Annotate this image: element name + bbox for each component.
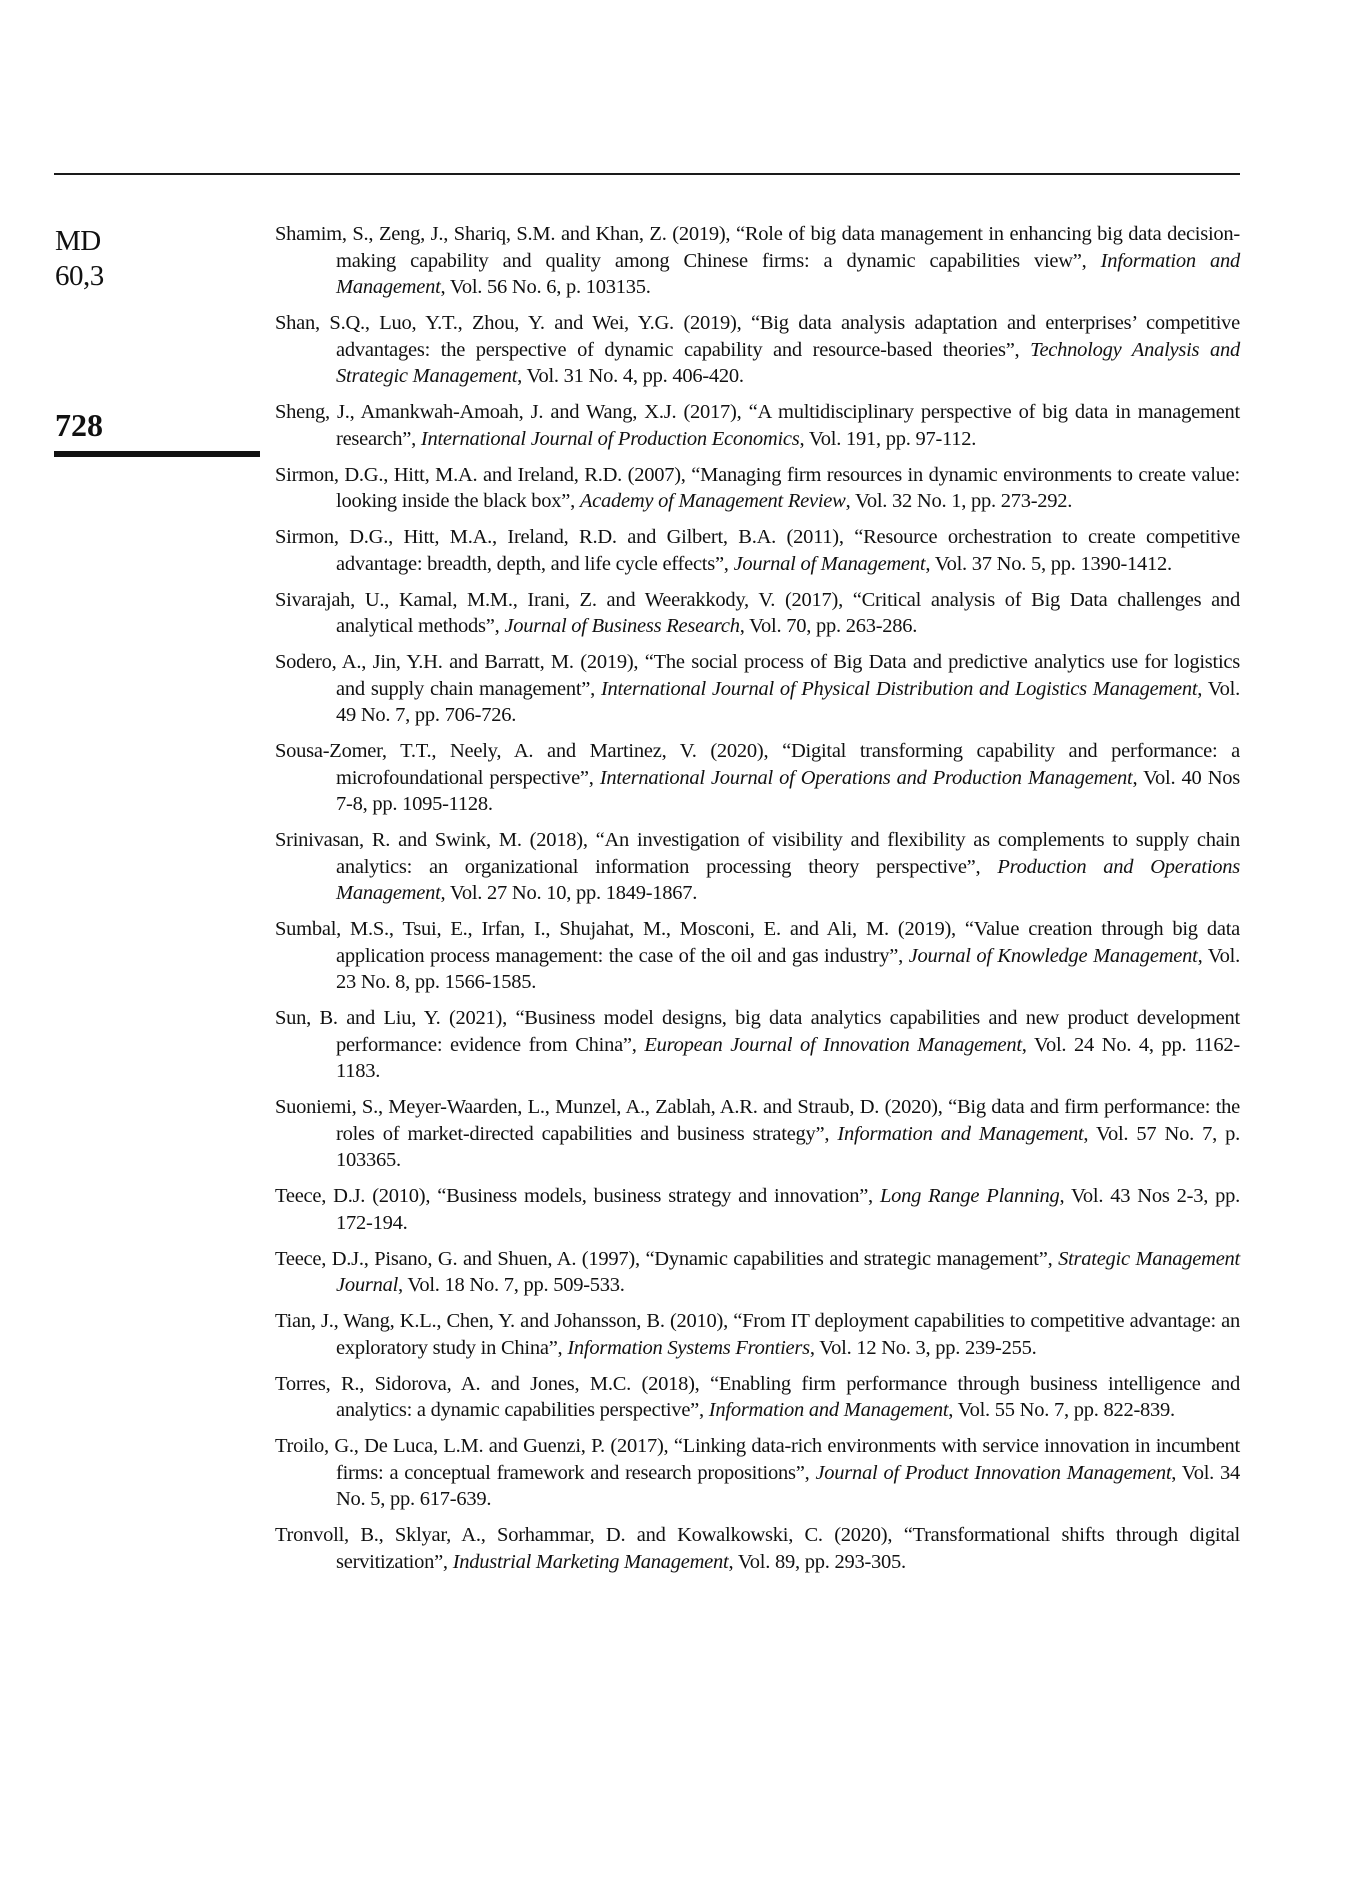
reference-details: , Vol. 24 No. 4, pp. 1162-1183. (336, 1033, 1240, 1082)
reference-authors-title: Shan, S.Q., Luo, Y.T., Zhou, Y. and Wei, Y.G. (2019), “Big data analysis adaptation and enterprises’ competitive advantages: the perspective of dynamic capability and resource-based theories”, (275, 312, 1240, 361)
reference-source: Production and Operations Management (336, 855, 1240, 904)
reference-details: , Vol. 31 No. 4, pp. 406-420. (517, 365, 744, 387)
journal-code (55, 224, 255, 294)
page-number-rule (54, 451, 260, 457)
reference-list (275, 221, 1240, 1585)
reference-source: Information and Management (837, 1122, 1084, 1145)
reference-authors-title: Suoniemi, S., Meyer-Waarden, L., Munzel, A., Zablah, A.R. and Straub, D. (2020), “Big data and firm performance: the roles of market-directed capabilities and business strategy”, (275, 1096, 1240, 1145)
reference-authors-title: Troilo, G., De Luca, L.M. and Guenzi, P. (2017), “Linking data-rich environments with service innovation in incumbent firms: a conceptual framework and research propositions”, (275, 1435, 1240, 1484)
reference-item (275, 399, 1240, 452)
reference-item (275, 524, 1240, 577)
reference-source: Academy of Management Review (579, 490, 846, 512)
reference-authors-title: Tian, J., Wang, K.L., Chen, Y. and Johansson, B. (2010), “From IT deployment capabilities to competitive advantage: an exploratory study in China”, (275, 1310, 1240, 1359)
reference-authors-title: Sirmon, D.G., Hitt, M.A., Ireland, R.D. and Gilbert, B.A. (2011), “Resource orchestration to create competitive advantage: breadth, depth, and life cycle effects”, (275, 526, 1240, 575)
header-rule (54, 173, 1240, 175)
reference-source: Technology Analysis and Strategic Management (336, 338, 1241, 387)
reference-source: Strategic Management Journal (336, 1247, 1240, 1296)
reference-item (275, 649, 1240, 729)
reference-authors-title: Torres, R., Sidorova, A. and Jones, M.C. (2018), “Enabling firm performance through business intelligence and analytics: a dynamic capabilities perspective”, (275, 1372, 1240, 1421)
reference-source: International Journal of Operations and Production Management (599, 766, 1133, 789)
reference-item (275, 916, 1240, 996)
reference-details: , Vol. 49 No. 7, pp. 706-726. (336, 677, 1240, 726)
reference-details: , Vol. 32 No. 1, pp. 273-292. (845, 490, 1073, 512)
journal-code-line1: MD (55, 225, 101, 257)
reference-source: European Journal of Innovation Management (644, 1033, 1022, 1056)
reference-details: , Vol. 23 No. 8, pp. 1566-1585. (336, 944, 1240, 993)
reference-source: Long Range Planning (879, 1185, 1060, 1207)
reference-item (275, 1094, 1240, 1174)
reference-source: Industrial Marketing Management (452, 1550, 729, 1573)
reference-item (275, 310, 1240, 390)
reference-item (275, 1522, 1240, 1575)
journal-code-line2: 60,3 (55, 260, 104, 292)
reference-details: , Vol. 27 No. 10, pp. 1849-1867. (440, 882, 698, 904)
reference-item (275, 1308, 1240, 1361)
reference-item (275, 1371, 1240, 1424)
reference-source: International Journal of Physical Distribution and Logistics Management (600, 677, 1198, 700)
reference-authors-title: Shamim, S., Zeng, J., Shariq, S.M. and Khan, Z. (2019), “Role of big data management in enhancing big data decision-making capability and quality among Chinese firms: a dynamic capabilities view”, (275, 223, 1240, 272)
reference-authors-title: Sumbal, M.S., Tsui, E., Irfan, I., Shujahat, M., Mosconi, E. and Ali, M. (2019), “Value creation through big data application process management: the case of the oil and gas industry”, (275, 918, 1240, 967)
reference-details: , Vol. 191, pp. 97-112. (799, 427, 977, 450)
reference-authors-title: Sivarajah, U., Kamal, M.M., Irani, Z. and Weerakkody, V. (2017), “Critical analysis of Big Data challenges and analytical methods”, (275, 588, 1240, 637)
reference-source: Journal of Business Research (504, 615, 740, 637)
reference-source: Journal of Product Innovation Management (815, 1461, 1172, 1484)
reference-details: , Vol. 57 No. 7, p. 103365. (336, 1122, 1241, 1171)
reference-item (275, 1183, 1240, 1236)
page-number: 728 (55, 407, 103, 443)
reference-source: Information and Management (336, 249, 1240, 298)
reference-details: , Vol. 40 Nos 7-8, pp. 1095-1128. (336, 766, 1240, 815)
reference-details: , Vol. 56 No. 6, p. 103135. (440, 276, 651, 298)
reference-authors-title: Sodero, A., Jin, Y.H. and Barratt, M. (2019), “The social process of Big Data and predictive analytics use for logistics and supply chain management”, (275, 651, 1240, 700)
reference-details: , Vol. 55 No. 7, pp. 822-839. (948, 1399, 1175, 1421)
reference-source: Information and Management (708, 1399, 949, 1421)
reference-source: Journal of Management (733, 552, 926, 575)
reference-authors-title: Sousa-Zomer, T.T., Neely, A. and Martinez, V. (2020), “Digital transforming capability and performance: a microfoundational perspective”, (275, 740, 1240, 789)
reference-authors-title: Sirmon, D.G., Hitt, M.A. and Ireland, R.D. (2007), “Managing firm resources in dynamic environments to create value: looking inside the black box”, (275, 463, 1240, 512)
reference-details: , Vol. 70, pp. 263-286. (739, 615, 918, 637)
reference-item (275, 1433, 1240, 1513)
reference-authors-title: Teece, D.J. (2010), “Business models, business strategy and innovation”, (275, 1185, 880, 1207)
reference-source: Information Systems Frontiers (567, 1336, 810, 1359)
reference-source: International Journal of Production Economics (420, 427, 800, 450)
reference-item (275, 738, 1240, 818)
reference-details: , Vol. 89, pp. 293-305. (728, 1550, 906, 1573)
reference-details: , Vol. 12 No. 3, pp. 239-255. (809, 1336, 1037, 1359)
reference-authors-title: Sheng, J., Amankwah-Amoah, J. and Wang, X.J. (2017), “A multidisciplinary perspective of big data in management research”, (275, 401, 1240, 450)
reference-item (275, 462, 1240, 515)
reference-details: , Vol. 18 No. 7, pp. 509-533. (398, 1274, 625, 1296)
reference-authors-title: Sun, B. and Liu, Y. (2021), “Business model designs, big data analytics capabilities and new product development performance: evidence from China”, (275, 1007, 1240, 1056)
reference-source: Journal of Knowledge Management (908, 944, 1198, 967)
reference-item (275, 827, 1240, 907)
reference-authors-title: Srinivasan, R. and Swink, M. (2018), “An investigation of visibility and flexibility as complements to supply chain analytics: an organizational information processing theory perspective”, (275, 829, 1240, 878)
reference-item (275, 1005, 1240, 1085)
reference-details: , Vol. 34 No. 5, pp. 617-639. (336, 1461, 1241, 1510)
reference-item (275, 587, 1240, 640)
reference-item (275, 1246, 1240, 1299)
reference-authors-title: Teece, D.J., Pisano, G. and Shuen, A. (1997), “Dynamic capabilities and strategic management”, (275, 1247, 1059, 1270)
reference-item (275, 221, 1240, 301)
reference-details: , Vol. 43 Nos 2-3, pp. 172-194. (336, 1185, 1240, 1234)
reference-details: , Vol. 37 No. 5, pp. 1390-1412. (925, 552, 1172, 575)
reference-authors-title: Tronvoll, B., Sklyar, A., Sorhammar, D. and Kowalkowski, C. (2020), “Transformational shifts through digital servitization”, (275, 1524, 1240, 1573)
